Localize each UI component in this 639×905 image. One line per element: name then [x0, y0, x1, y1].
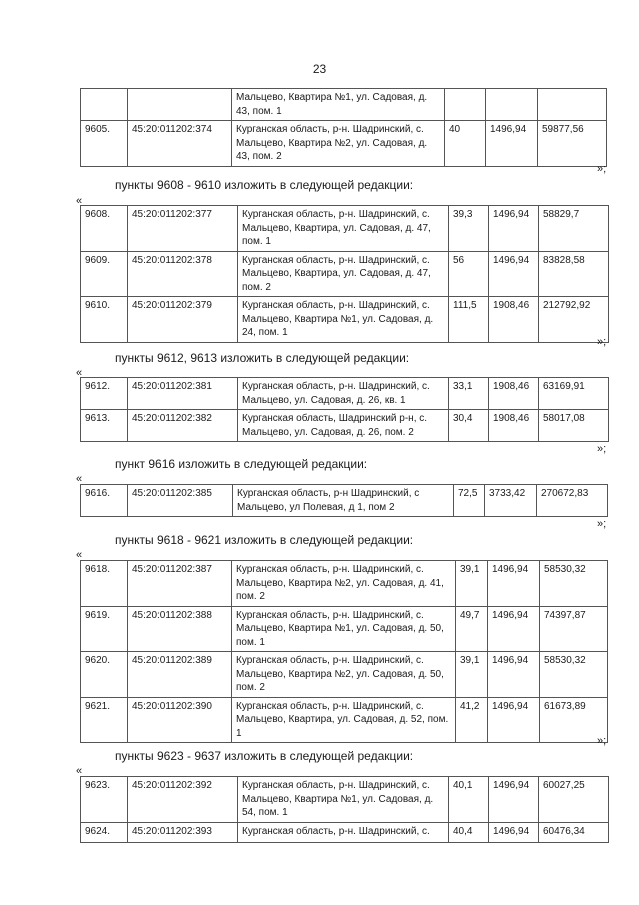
row-number: 9620. [81, 652, 128, 698]
area: 40 [445, 121, 486, 167]
amount: 60476,34 [539, 822, 609, 842]
opening-quote: « [76, 367, 83, 379]
amount: 58017,08 [539, 410, 609, 442]
rate: 1908,46 [489, 297, 539, 343]
closing-quote: »; [597, 443, 607, 455]
address: Курганская область, р-н. Шадринский, с. Мальцево, Квартира №2, ул. Садовая, д. 50, пом. 2 [232, 652, 456, 698]
table-row [81, 410, 609, 442]
amount: 212792,92 [539, 297, 609, 343]
table-row [81, 89, 607, 121]
area: 33,1 [449, 378, 489, 410]
table-row [81, 251, 609, 297]
rate: 1908,46 [489, 410, 539, 442]
rate: 1496,94 [489, 251, 539, 297]
row-number: 9610. [81, 297, 128, 343]
opening-quote: « [76, 473, 83, 485]
area: 56 [449, 251, 489, 297]
address: Курганская область, р-н Шадринский, с Мальцево, ул Полевая, д 1, пом 2 [233, 485, 454, 517]
row-number: 9612. [81, 378, 128, 410]
table-row [81, 606, 608, 652]
cadastral-number: 45:20:011202:392 [128, 777, 238, 823]
row-number: 9608. [81, 206, 128, 252]
amount: 61673,89 [540, 697, 608, 743]
table-row [81, 561, 608, 607]
cadastral-number: 45:20:011202:378 [128, 251, 238, 297]
cadastral-number: 45:20:011202:385 [128, 485, 233, 517]
address: Курганская область, р-н. Шадринский, с. [238, 822, 449, 842]
closing-quote: »; [597, 163, 607, 175]
address: Курганская область, р-н. Шадринский, с. Мальцево, Квартира №2, ул. Садовая, д. 41, пом. 2 [232, 561, 456, 607]
rate: 1496,94 [489, 777, 539, 823]
cadastral-number: 45:20:011202:390 [128, 697, 232, 743]
amount: 63169,91 [539, 378, 609, 410]
row-number: 9619. [81, 606, 128, 652]
property-table [80, 205, 609, 343]
rate: 1908,46 [489, 378, 539, 410]
opening-quote: « [76, 549, 83, 561]
area: 40,1 [449, 777, 489, 823]
table-row [81, 297, 609, 343]
rate: 1496,94 [489, 822, 539, 842]
amendment-intro: пункты 9612, 9613 изложить в следующей редакции: [115, 351, 410, 365]
area: 39,1 [456, 561, 488, 607]
area: 41,2 [456, 697, 488, 743]
cadastral-number [128, 89, 232, 121]
property-table [80, 88, 607, 167]
row-number [81, 89, 128, 121]
table-row [81, 206, 609, 252]
amount: 59877,56 [538, 121, 607, 167]
amount: 74397,87 [540, 606, 608, 652]
table-row [81, 652, 608, 698]
cadastral-number: 45:20:011202:388 [128, 606, 232, 652]
closing-quote: »; [597, 518, 607, 530]
amendment-intro: пункты 9608 - 9610 изложить в следующей редакции: [115, 178, 414, 192]
area: 49,7 [456, 606, 488, 652]
row-number: 9624. [81, 822, 128, 842]
amendment-intro: пункты 9618 - 9621 изложить в следующей редакции: [115, 533, 414, 547]
closing-quote: »; [597, 735, 607, 747]
cadastral-number: 45:20:011202:377 [128, 206, 238, 252]
table-row [81, 822, 609, 842]
area: 39,1 [456, 652, 488, 698]
amount: 83828,58 [539, 251, 609, 297]
cadastral-number: 45:20:011202:374 [128, 121, 232, 167]
row-number: 9605. [81, 121, 128, 167]
area [445, 89, 486, 121]
row-number: 9618. [81, 561, 128, 607]
closing-quote: »; [597, 336, 607, 348]
row-number: 9609. [81, 251, 128, 297]
rate: 1496,94 [488, 606, 540, 652]
address: Курганская область, р-н. Шадринский, с. Мальцево, Квартира, ул. Садовая, д. 47, пом. 1 [238, 206, 449, 252]
property-table [80, 484, 608, 517]
rate: 1496,94 [489, 206, 539, 252]
property-table [80, 560, 608, 743]
rate: 1496,94 [488, 652, 540, 698]
row-number: 9616. [81, 485, 128, 517]
amount [538, 89, 607, 121]
amount: 58530,32 [540, 561, 608, 607]
cadastral-number: 45:20:011202:393 [128, 822, 238, 842]
table-row [81, 697, 608, 743]
cadastral-number: 45:20:011202:387 [128, 561, 232, 607]
address: Мальцево, Квартира №1, ул. Садовая, д. 43, пом. 1 [232, 89, 445, 121]
rate [486, 89, 538, 121]
amount: 58829,7 [539, 206, 609, 252]
rate: 1496,94 [488, 697, 540, 743]
row-number: 9613. [81, 410, 128, 442]
property-table [80, 776, 609, 843]
property-table [80, 377, 609, 442]
row-number: 9623. [81, 777, 128, 823]
area: 72,5 [454, 485, 485, 517]
opening-quote: « [76, 195, 83, 207]
amount: 60027,25 [539, 777, 609, 823]
cadastral-number: 45:20:011202:389 [128, 652, 232, 698]
table-row [81, 485, 608, 517]
area: 39,3 [449, 206, 489, 252]
area: 30,4 [449, 410, 489, 442]
address: Курганская область, р-н. Шадринский, с. Мальцево, Квартира, ул. Садовая, д. 47, пом. 2 [238, 251, 449, 297]
area: 111,5 [449, 297, 489, 343]
amendment-intro: пункт 9616 изложить в следующей редакции: [115, 457, 368, 471]
amount: 270672,83 [537, 485, 608, 517]
table-row [81, 378, 609, 410]
area: 40,4 [449, 822, 489, 842]
address: Курганская область, р-н. Шадринский, с. Мальцево, Квартира №1, ул. Садовая, д. 50, пом. 1 [232, 606, 456, 652]
address: Курганская область, р-н. Шадринский, с. Мальцево, Квартира №2, ул. Садовая, д. 43, пом. 2 [232, 121, 445, 167]
amendment-intro: пункты 9623 - 9637 изложить в следующей редакции: [115, 749, 414, 763]
address: Курганская область, р-н. Шадринский, с. Мальцево, Квартира №1, ул. Садовая, д. 54, пом. 1 [238, 777, 449, 823]
cadastral-number: 45:20:011202:379 [128, 297, 238, 343]
rate: 1496,94 [488, 561, 540, 607]
cadastral-number: 45:20:011202:381 [128, 378, 238, 410]
cadastral-number: 45:20:011202:382 [128, 410, 238, 442]
address: Курганская область, р-н. Шадринский, с. Мальцево, ул. Садовая, д. 26, кв. 1 [238, 378, 449, 410]
amount: 58530,32 [540, 652, 608, 698]
table-row [81, 121, 607, 167]
address: Курганская область, р-н. Шадринский, с. Мальцево, Квартира, ул. Садовая, д. 52, пом. 1 [232, 697, 456, 743]
table-row [81, 777, 609, 823]
address: Курганская область, р-н. Шадринский, с. Мальцево, Квартира №1, ул. Садовая, д. 24, пом. 1 [238, 297, 449, 343]
opening-quote: « [76, 765, 83, 777]
rate: 3733,42 [485, 485, 537, 517]
rate: 1496,94 [486, 121, 538, 167]
page-number: 23 [312, 62, 327, 76]
address: Курганская область, Шадринский р-н, с. Мальцево, ул. Садовая, д. 26, пом. 2 [238, 410, 449, 442]
row-number: 9621. [81, 697, 128, 743]
